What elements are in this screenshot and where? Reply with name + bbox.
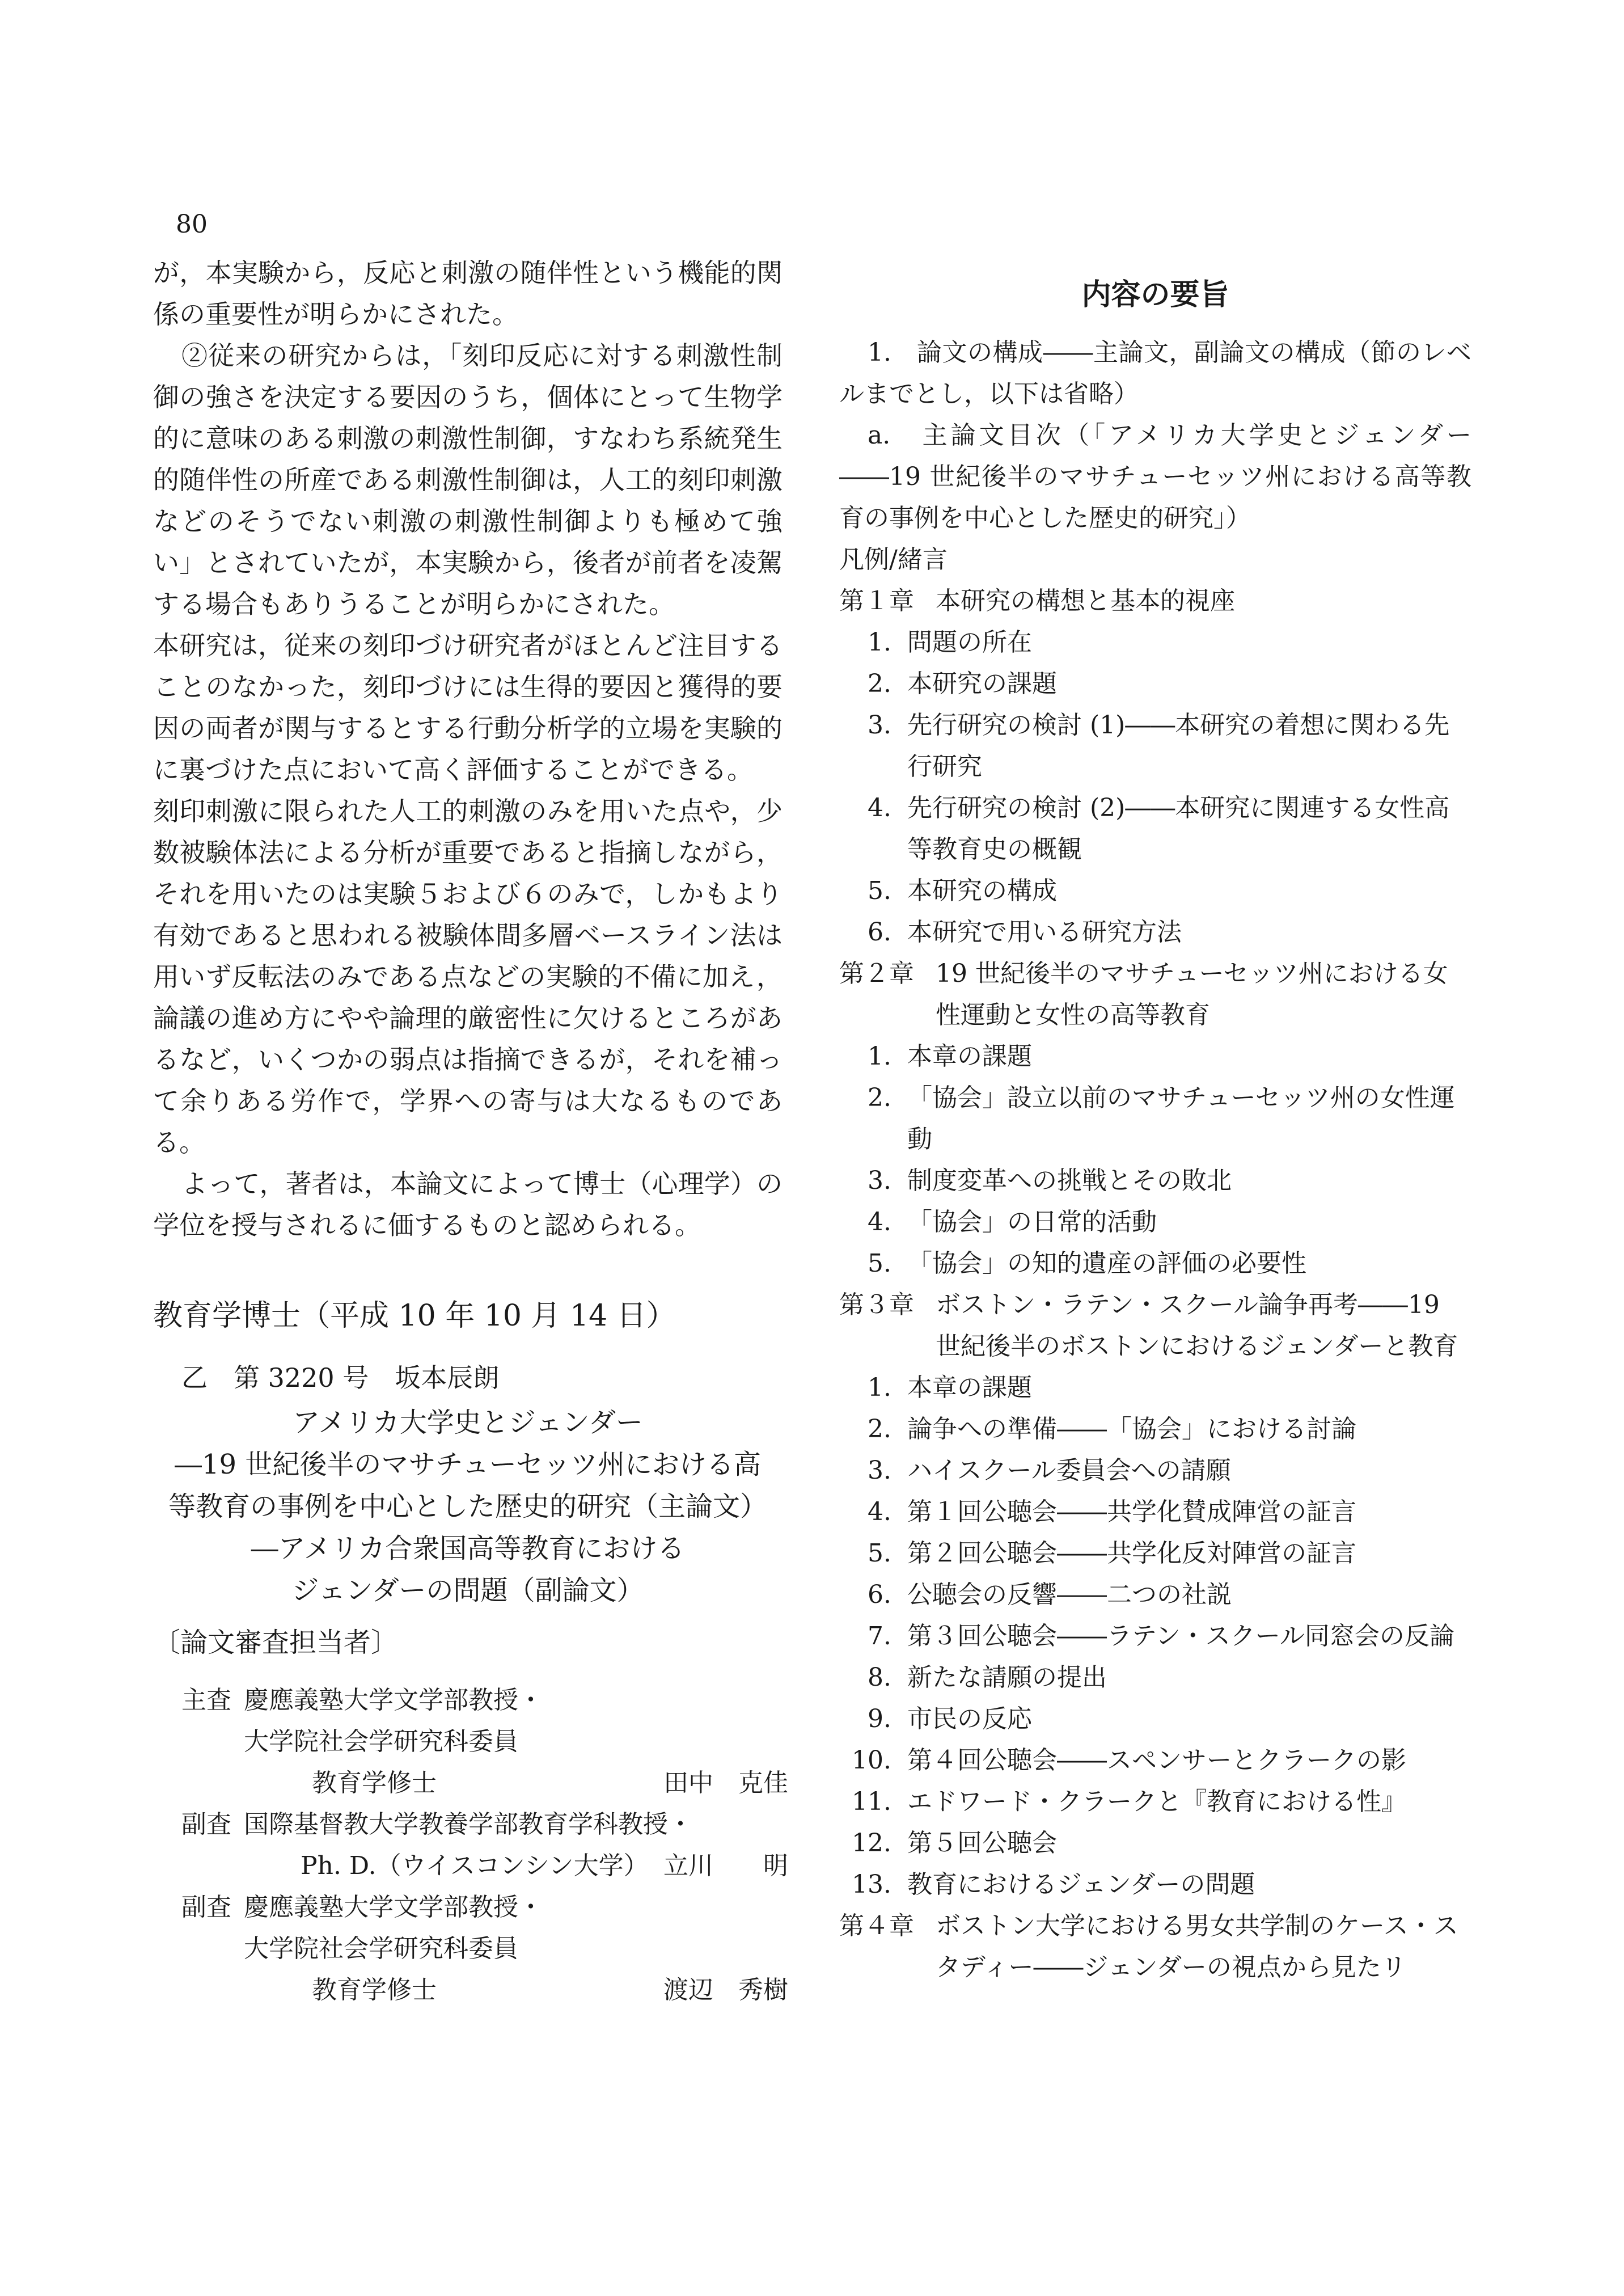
toc-item-number: 4. bbox=[868, 1497, 891, 1526]
examiner-institution: 国際基督教大学教養学部教育学科教授・ bbox=[244, 1810, 693, 1839]
right-column bbox=[839, 272, 1471, 1988]
toc-item-number: 3. bbox=[868, 711, 891, 740]
examiner-row bbox=[153, 1804, 783, 1845]
toc-item-title: 制度変革への挑戦とその敗北 bbox=[907, 1166, 1232, 1195]
toc-item bbox=[839, 1864, 1471, 1905]
toc-item bbox=[839, 1822, 1471, 1864]
examiner-row bbox=[153, 1721, 783, 1762]
toc-item-number: 2. bbox=[868, 669, 891, 698]
toc-item-title: 本章の課題 bbox=[907, 1373, 1032, 1402]
review-paragraph: 刻印刺激に限られた人工的刺激のみを用いた点や，少数被験体法による分析が重要であると指摘しながら，それを用いたのは実験５および６のみで，しかもより有効であると思われる被験体間多層ベースライン法は用いず反転法のみである点などの実験的不備に加え，論議の進め方にやや論理的厳密性に欠けるところがあるなど，いくつかの弱点は指摘できるが，それを補って余りある労作で，学界への寄与は大なるものである。 bbox=[153, 796, 783, 1158]
examiner-degree: 教育学修士 bbox=[312, 1769, 437, 1797]
main-thesis-toc-title: a. 主論文目次（「アメリカ大学史とジェンダー――19 世紀後半のマサチューセッツ州における高等教育の事例を中心とした歴史的研究」） bbox=[839, 421, 1471, 533]
page-number: 80 bbox=[176, 210, 208, 239]
toc-item-number: 2. bbox=[868, 1083, 891, 1112]
toc-item-title: 市民の反応 bbox=[907, 1704, 1032, 1733]
chapter-label: 第４章 bbox=[839, 1911, 914, 1940]
chapter-heading bbox=[839, 1284, 1471, 1367]
examiner-row bbox=[153, 1679, 783, 1721]
toc-item-title: 先行研究の検討 (2)――本研究に関連する女性高等教育史の概観 bbox=[907, 794, 1450, 864]
review-paragraphs bbox=[153, 252, 783, 1246]
toc-item-title: 第４回公聴会――スペンサーとクラークの影 bbox=[907, 1746, 1406, 1775]
examiner-institution: 慶應義塾大学文学部教授・ bbox=[244, 1893, 543, 1922]
examiner-role: 副査 bbox=[181, 1810, 231, 1839]
toc-item-number: 3. bbox=[868, 1166, 891, 1195]
examiner-row bbox=[153, 1969, 788, 2011]
toc-item-title: 本研究の課題 bbox=[907, 669, 1057, 698]
chapter-label: 第３章 bbox=[839, 1290, 914, 1319]
chapter-heading bbox=[839, 1905, 1471, 1988]
toc-item bbox=[839, 1698, 1471, 1740]
toc-item-title: 第２回公聴会――共学化反対陣営の証言 bbox=[907, 1539, 1356, 1568]
toc-item-title: 「協会」の知的遺産の評価の必要性 bbox=[907, 1249, 1306, 1278]
examiner-name: 田中 克佳 bbox=[663, 1769, 788, 1797]
toc-item-title: 公聴会の反響――二つの社説 bbox=[907, 1580, 1232, 1609]
toc-item-number: 6. bbox=[868, 918, 891, 947]
toc-item-title: 先行研究の検討 (1)――本研究の着想に関わる先行研究 bbox=[907, 711, 1450, 781]
toc-item-number: 10. bbox=[852, 1746, 891, 1775]
toc-item bbox=[839, 663, 1471, 704]
toc-item bbox=[839, 704, 1471, 787]
toc-item bbox=[839, 1615, 1471, 1657]
examiners-heading: 〔論文審査担当者〕 bbox=[153, 1627, 399, 1658]
toc-item bbox=[839, 1574, 1471, 1615]
toc-item-title: 第５回公聴会 bbox=[907, 1829, 1057, 1858]
toc-item-title: 「協会」の日常的活動 bbox=[907, 1208, 1157, 1236]
review-paragraph: 本研究は，従来の刻印づけ研究者がほとんど注目することのなかった，刻印づけには生得的要因と獲得的要因の両者が関与するとする行動分析学的立場を実験的に裏づけた点において高く評価することができる。 bbox=[153, 630, 783, 785]
examiner-row bbox=[153, 1886, 783, 1928]
thesis-title-line: ジェンダーの問題（副論文） bbox=[291, 1575, 644, 1606]
toc-item-number: 12. bbox=[852, 1829, 891, 1858]
toc-item-number: 1. bbox=[868, 628, 891, 657]
review-paragraph: が，本実験から，反応と刺激の随伴性という機能的関係の重要性が明らかにされた。 bbox=[153, 258, 783, 330]
review-paragraph: ②従来の研究からは，「刻印反応に対する刺激性制御の強さを決定する要因のうち，個体にとって生物学的に意味のある刺激の刺激性制御，すなわち系統発生的随伴性の所産である刺激性制御は，人工的刻印刺激などのそうでない刺激の刺激性制御よりも極めて強い」とされていたが，本実験から，後者が前者を凌駕する場合もありうることが明らかにされた。 bbox=[153, 340, 783, 619]
toc-item-title: 教育におけるジェンダーの問題 bbox=[907, 1870, 1255, 1899]
toc-item bbox=[839, 1077, 1471, 1160]
chapter-title: 19 世紀後半のマサチューセッツ州における女性運動と女性の高等教育 bbox=[936, 959, 1448, 1029]
examiner-name: 立川 明 bbox=[663, 1851, 788, 1880]
toc-item bbox=[839, 1657, 1471, 1698]
examiner-name: 渡辺 秀樹 bbox=[663, 1976, 788, 2004]
toc-item-title: 論争への準備――「協会」における討論 bbox=[907, 1415, 1356, 1444]
examiner-degree: 教育学修士 bbox=[312, 1976, 437, 2004]
toc-item-number: 5. bbox=[868, 1249, 891, 1278]
toc-item-number: 5. bbox=[868, 1539, 891, 1568]
thesis-title-line: ―アメリカ合衆国高等教育における bbox=[251, 1533, 685, 1564]
toc-item bbox=[839, 911, 1471, 953]
summary-heading: 内容の要旨 bbox=[1081, 277, 1229, 312]
examiner-role: 主査 bbox=[181, 1686, 231, 1715]
chapter-label: 第２章 bbox=[839, 959, 914, 988]
examiner-institution: 大学院社会学研究科委員 bbox=[244, 1727, 518, 1756]
examiner-role: 副査 bbox=[181, 1893, 231, 1922]
toc-item-number: 4. bbox=[868, 1208, 891, 1236]
toc-item-number: 11. bbox=[852, 1787, 891, 1816]
toc-item bbox=[839, 1201, 1471, 1243]
examiner-row bbox=[153, 1845, 788, 1886]
toc-item bbox=[839, 870, 1471, 911]
examiner-row bbox=[153, 1762, 788, 1804]
toc-item-number: 6. bbox=[868, 1580, 891, 1609]
left-column bbox=[153, 252, 788, 2011]
toc-item-number: 8. bbox=[868, 1663, 891, 1692]
toc-item bbox=[839, 1367, 1471, 1408]
degree-heading: 教育学博士（平成 10 年 10 月 14 日） bbox=[153, 1299, 676, 1333]
toc-item-number: 1. bbox=[868, 1373, 891, 1402]
toc-item-number: 5. bbox=[868, 876, 891, 905]
toc-item-title: 第３回公聴会――ラテン・スクール同窓会の反論 bbox=[907, 1622, 1454, 1651]
toc-item-title: 本研究の構成 bbox=[907, 876, 1057, 905]
chapter-title: ボストン・ラテン・スクール論争再考――19 世紀後半のボストンにおけるジェンダーと教育 bbox=[936, 1290, 1458, 1361]
toc-item-number: 4. bbox=[868, 794, 891, 822]
toc-item-number: 9. bbox=[868, 1704, 891, 1733]
toc-item-title: 新たな請願の提出 bbox=[907, 1663, 1107, 1692]
toc-item bbox=[839, 1408, 1471, 1450]
chapter-title: ボストン大学における男女共学制のケース・スタディー――ジェンダーの視点から見たリ bbox=[936, 1911, 1458, 1982]
toc-item bbox=[839, 1243, 1471, 1284]
table-of-contents bbox=[839, 580, 1471, 1988]
thesis-title-line: ―19 世紀後半のマサチューセッツ州における高 bbox=[175, 1449, 761, 1480]
toc-item-number: 1. bbox=[868, 1042, 891, 1071]
toc-item bbox=[839, 1533, 1471, 1574]
toc-item bbox=[839, 787, 1471, 870]
toc-item bbox=[839, 1160, 1471, 1201]
toc-item-title: 第１回公聴会――共学化賛成陣営の証言 bbox=[907, 1497, 1356, 1526]
examiners-list bbox=[153, 1679, 788, 2011]
preface-line: 凡例/緒言 bbox=[839, 545, 948, 574]
toc-item bbox=[839, 622, 1471, 663]
thesis-titles bbox=[153, 1402, 783, 1611]
toc-item bbox=[839, 1781, 1471, 1822]
review-paragraph: よって，著者は，本論文によって博士（心理学）の学位を授与されるに価するものと認められる。 bbox=[153, 1168, 783, 1240]
chapter-heading bbox=[839, 953, 1471, 1036]
toc-item-number: 7. bbox=[868, 1622, 891, 1651]
toc-item-title: エドワード・クラークと『教育における性』 bbox=[907, 1787, 1406, 1816]
toc-item-number: 3. bbox=[868, 1456, 891, 1485]
toc-item-title: 本章の課題 bbox=[907, 1042, 1032, 1071]
examiner-row bbox=[153, 1928, 783, 1969]
toc-item-title: 「協会」設立以前のマサチューセッツ州の女性運動 bbox=[907, 1083, 1455, 1154]
toc-item bbox=[839, 1740, 1471, 1781]
toc-item-title: 本研究で用いる研究方法 bbox=[907, 918, 1182, 947]
toc-item bbox=[839, 1491, 1471, 1533]
toc-item bbox=[839, 1450, 1471, 1491]
thesis-title-line: アメリカ大学史とジェンダー bbox=[293, 1407, 643, 1438]
toc-item-number: 2. bbox=[868, 1415, 891, 1444]
toc-item-number: 13. bbox=[852, 1870, 891, 1899]
chapter-heading bbox=[839, 580, 1471, 622]
toc-item bbox=[839, 1036, 1471, 1077]
chapter-label: 第１章 bbox=[839, 586, 914, 615]
thesis-title-line: 等教育の事例を中心とした歴史的研究（主論文） bbox=[168, 1491, 767, 1522]
registration-entry: 乙 第 3220 号 坂本辰朗 bbox=[181, 1362, 500, 1393]
toc-item-title: 問題の所在 bbox=[907, 628, 1032, 657]
chapter-title: 本研究の構想と基本的視座 bbox=[936, 586, 1235, 615]
examiner-degree: Ph. D.（ウイスコンシン大学） bbox=[301, 1851, 649, 1880]
toc-item-title: ハイスクール委員会への請願 bbox=[907, 1456, 1231, 1485]
examiner-institution: 慶應義塾大学文学部教授・ bbox=[244, 1686, 543, 1715]
examiner-institution: 大学院社会学研究科委員 bbox=[244, 1934, 518, 1963]
structure-intro: 1. 論文の構成――主論文，副論文の構成（節のレベルまでとし，以下は省略） bbox=[839, 338, 1471, 408]
